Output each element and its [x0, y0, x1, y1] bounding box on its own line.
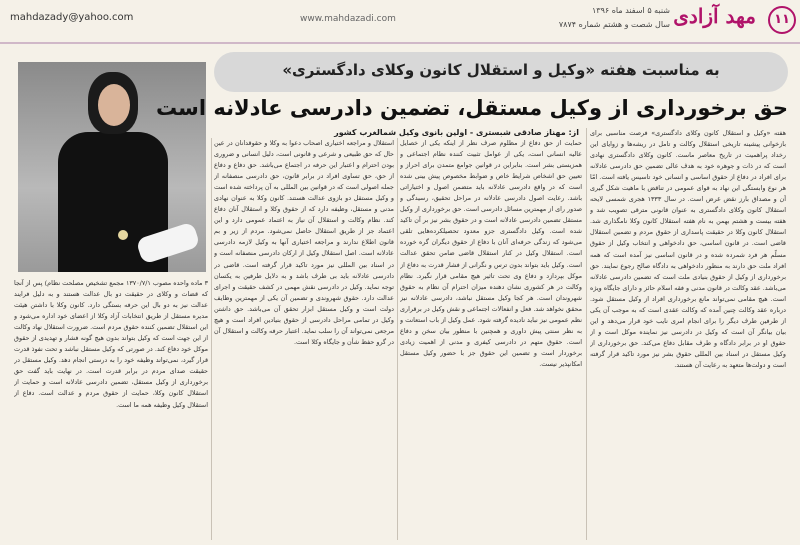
- column-divider: [586, 128, 587, 540]
- page-header: [0, 0, 800, 44]
- column-divider: [397, 138, 398, 540]
- article-column-3: [214, 138, 394, 540]
- article-column-1: [590, 128, 786, 540]
- author-photo: [18, 62, 206, 272]
- newspaper-logo: مهد آزادی: [673, 4, 756, 28]
- article-banner: [214, 52, 788, 92]
- column-divider: [211, 138, 212, 540]
- column-text: هفته «وکیل و استقلال کانون وکلای دادگستری» فرصت مناسبی برای بازخوانی پیشینه تاریخی استقلال وکالت و تامل در ریشه‌ها و زوایای این رخداد پراهمیت در تاریخ معاصر ماست. کانون وکلای دادگستری نهادی است که در ذات و جوهره خود به هدف عالی تضمین حق دادرسی عادلانه برای افراد در دفاع از حقوق اساسی و انسانی خود تاسیس یافته است. امّا هر نوع وابستگی این نهاد به قوای عمومی در تناقض با ماهیت شکل گیری آن و مصداق بارز نقض غرض است. در سال ۱۳۳۳ هجری شمسی لایحه استقلال کانون وکلای دادگستری به عنوان قانونی مترقی تصویب شد و هفته بیست و هشتم بهمن به نام هفته استقلال کانون وکلا نامگذاری شد. استقلال کانون وکلا در حقیقت پاسداری از حقوق مردم و تضمین استقلال قاضی است. در قانون اساسی، حق دادخواهی و انتخاب وکیل از حقوق مسلّم هر فرد شمرده شده و در قانون اساسی نیز آمده است که همه افراد ملت حق دارند به منظور دادخواهی به دادگاه صالح رجوع نمایند. حق برخورداری از وکیل از حقوق بنیادی ملت است که تضمین دادرسی عادلانه می‌باشد. عقد وکالت در قانون مدنی و فقه اسلام حائز و دارای جایگاه ویژه است. هیچ مقامی نمی‌تواند مانع برخورداری افراد از وکیل مستقل شود. درباره عقد وکالت چنین آمده که وکالت عقدی است که به موجب آن یکی از طرفین طرف دیگر را برای انجام امری نایب خود قرار می‌دهد و این بیان بیانگر آن است که وکیل در دادرسی نیز نماینده موکل است و از حقوق او در برابر دادگاه و طرف مقابل دفاع می‌کند. حق برخورداری از وکیل مستقل در اسناد بین المللی حقوق بشر نیز مورد تاکید قرار گرفته است و دولت‌ها متعهد به رعایت آن هستند.: [590, 129, 786, 369]
- website-url: www.mahdazadi.com: [300, 14, 396, 24]
- issue-number: سال شصت و هشتم شماره ۷۸۷۴: [558, 20, 670, 29]
- email-address: mahdazady@yahoo.com: [10, 12, 134, 23]
- column-text: حمایت از حق دفاع از مظلوم صرف نظر از اینکه یکی از خصایل عالیه انسانی است، یکی از عوامل تثبیت کننده نظام اجتماعی و همزیستی بشر است. بنابراین در قوانین جوامع متمدن برای احراز و تعیین حق اشخاص شرایط خاص و ضوابط مخصوص پیش بینی شده است که در واقع دادرسی عادلانه باید متضمن اصول و اختیاراتی باشد. رعایت اصول دادرسی عادلانه در مراحل تحقیق، رسیدگی و صدور رای از مهمترین مسائل دادرسی است. حق برخورداری از وکیل مستقل تضمین دادرسی عادلانه است و در حقوق بشر نیز بر آن تاکید شده است. وکیل دادگستری جزو معدود تحصیلکرده‌هایی تلقی می‌شود که زندگی حرفه‌ای آنان با دفاع از حقوق دیگران گره خورده است. استقلال وکیل در کنار استقلال قاضی ضامن تحقق عدالت است. وکیل باید بتواند بدون ترس و نگرانی از فشار قدرت به دفاع از موکل بپردازد و دفاع وی تحت تاثیر هیچ مقامی قرار نگیرد. نظام وکالت در هر کشوری نشان دهنده میزان احترام آن نظام به حقوق شهروندان است. هر کجا وکیل مستقل نباشد، دادرسی عادلانه نیز محقق نخواهد شد. فعل و انفعالات اجتماعی و نقش وکیل در برقراری نظم عمومی نیز نباید نادیده گرفته شود. عمل وکیل از باب استعانت و به نظر سنتی پیش داوری و همچنین با منظور بیان سخن و دفاع است. حقوق متهم در دادرسی کیفری و مدنی از اهمیت زیادی برخوردار است و تضمین این حقوق جز با حضور وکیل مستقل امکانپذیر نیست.: [400, 139, 582, 368]
- article-column-4: [14, 278, 208, 540]
- article-headline: حق برخورداری از وکیل مستقل، تضمین دادرسی عادلانه است: [155, 96, 788, 120]
- photo-figure-face: [98, 84, 130, 126]
- issue-date: شنبه ۵ اسفند ماه ۱۳۹۶: [592, 6, 670, 15]
- article-column-2: [400, 138, 582, 540]
- column-text: ۳ ماده واحده مصوب ۱۳۷۰/۷/۱ مجمع تشخیص مصلحت نظام) پس از آنجا که قضات و وکلای در حقیقت دو بال عدالت هستند و به دلیل فرایند عدالت نیز به دو بال این حرفه بستگی دارد. کانون وکلا با داشتن هیئت مدیره مستقل از طریق انتخابات آزاد وکلا از اعضای خود اداره می‌شود و این استقلال تضمین کننده حقوق مردم است. ضرورت استقلال نهاد وکالت از این جهت است که وکیل بتواند بدون هیچ گونه فشار و تهدیدی از حقوق موکل خود دفاع کند. در صورتی که وکیل مستقل نباشد و تحت نفوذ قدرت قرار گیرد، نمی‌تواند وظیفه خود را به درستی انجام دهد. وکیل مستقل در حقیقت صدای مردم در برابر قدرت است. در نهایت باید گفت حق برخورداری از وکیل مستقل، تضمین دادرسی عادلانه است و حمایت از استقلال کانون وکلا، حمایت از حقوق مردم و عدالت است. دفاع از استقلال وکیل وظیفه همه ما است.: [14, 279, 208, 409]
- banner-title: به مناسبت هفته «وکیل و استقلال کانون وکلای دادگستری»: [282, 61, 720, 79]
- article-byline: از: مهناز صادقی شبستری - اولین بانوی وکیل شمالغرب کشور: [334, 128, 579, 137]
- column-text: استقلال و مراجعه اختیاری اصحاب دعوا به وکلا و حقوقدانان در عین حال که حق طبیعی و شرعی و قانونی است، دلیل انسانی و ضروری بودن احترام و اعتبار این حرفه در اجتماع می‌باشد. حق دفاع و دفاع از حق، حق تساوی افراد در برابر قانون، حق دادرسی منصفانه از جمله اصولی است که در قوانین بین المللی به آن پرداخته شده است و وکیل مستقل دو بازوی عدالت هستند. کانون وکلا به عنوان نهادی مدنی و مستقل، وظیفه دارد که از حقوق وکلا و استقلال آنان دفاع کند. نظام وکالت و استقلال آن نیاز به اعتماد عمومی دارد و این اعتماد جز از طریق استقلال حاصل نمی‌شود. مردم از زیر و بم قانون اطلاع ندارند و مراجعه اختیاری آنها به وکیل لازمه دادرسی عادلانه است. اصل استقلال وکیل از ارکان دادرسی منصفانه است و در اسناد بین المللی نیز مورد تاکید قرار گرفته است. قاضی در دادرسی عادلانه باید بی طرف باشد و به دلایل طرفین به یکسان توجه نماید. وکیل در دادرسی نقش مهمی در کشف حقیقت و اجرای عدالت دارد. حقوق شهروندی و تضمین آن یکی از مهمترین وظایف دولت است و وکیل مستقل ابزار تحقق آن می‌باشد. حق داشتن وکیل در تمامی مراحل دادرسی از حقوق بنیادین افراد است و هیچ مرجعی نمی‌تواند آن را سلب نماید. اعتبار حرفه وکالت و استقلال آن در گرو حفظ شأن و جایگاه وکلا است.: [214, 139, 394, 346]
- photo-figure-pin: [118, 230, 128, 240]
- page-number: ۱۱: [768, 6, 796, 34]
